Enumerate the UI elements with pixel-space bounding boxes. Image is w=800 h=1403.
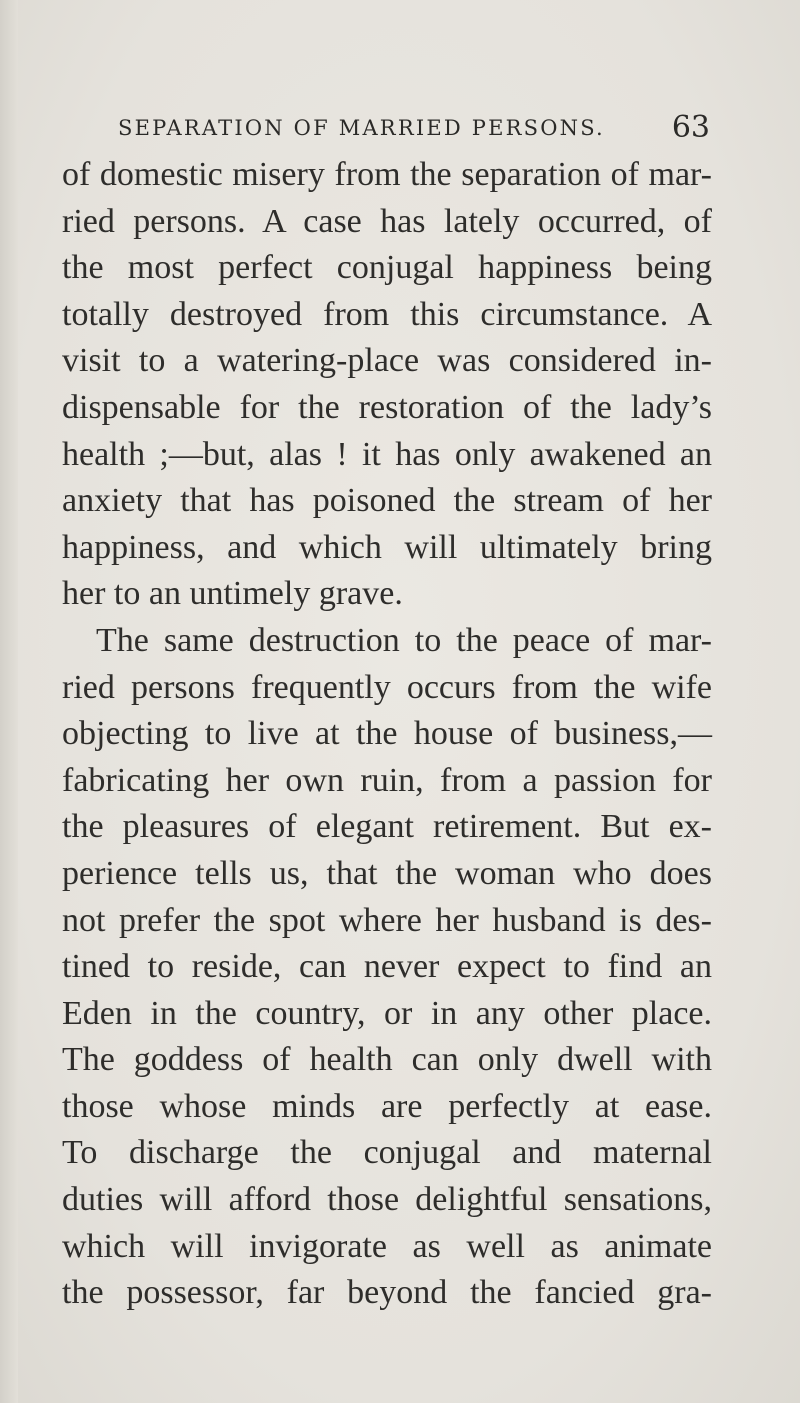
text-line: not prefer the spot where her husband is des- [62,901,712,939]
text-line: Eden in the country, or in any other place. [62,994,712,1032]
running-title: SEPARATION OF MARRIED PERSONS. [118,116,605,140]
text-line: To discharge the conjugal and maternal [62,1134,712,1172]
page-gutter [0,0,18,1403]
text-line: those whose minds are perfectly at ease. [62,1087,712,1125]
text-line: the most perfect conjugal happiness being [62,249,712,287]
text-line: perience tells us, that the woman who does [62,854,712,892]
text-line: the pleasures of elegant retirement. But ex- [62,808,712,846]
text-line: ried persons frequently occurs from the wife [62,668,712,706]
text-line: objecting to live at the house of business,— [62,715,712,753]
text-line: the possessor, far beyond the fancied gra- [62,1274,712,1312]
body-text [62,152,712,1317]
text-line: which will invigorate as well as animate [62,1227,712,1265]
text-line: anxiety that has poisoned the stream of her [62,482,712,520]
text-line: visit to a watering-place was considered in- [62,342,712,380]
paragraph-end-line: her to an untimely grave. [62,575,403,613]
text-line: tined to reside, can never expect to find an [62,948,712,986]
running-head [118,110,710,146]
text-line: of domestic misery from the separation of mar- [62,156,712,193]
text-line: fabricating her own ruin, from a passion for [62,761,712,799]
paragraph-start-line: The same destruction to the peace of mar- [96,621,712,659]
text-line: The goddess of health can only dwell with [62,1041,712,1079]
text-line: health ;—but, alas ! it has only awakened an [62,435,712,473]
text-line: duties will afford those delightful sensations, [62,1181,712,1219]
page-number: 63 [671,110,710,145]
text-line: happiness, and which will ultimately bring [62,528,712,566]
text-line: ried persons. A case has lately occurred, of [62,202,712,240]
text-line: totally destroyed from this circumstance. A [62,295,712,333]
text-line: dispensable for the restoration of the lady’s [62,388,712,426]
